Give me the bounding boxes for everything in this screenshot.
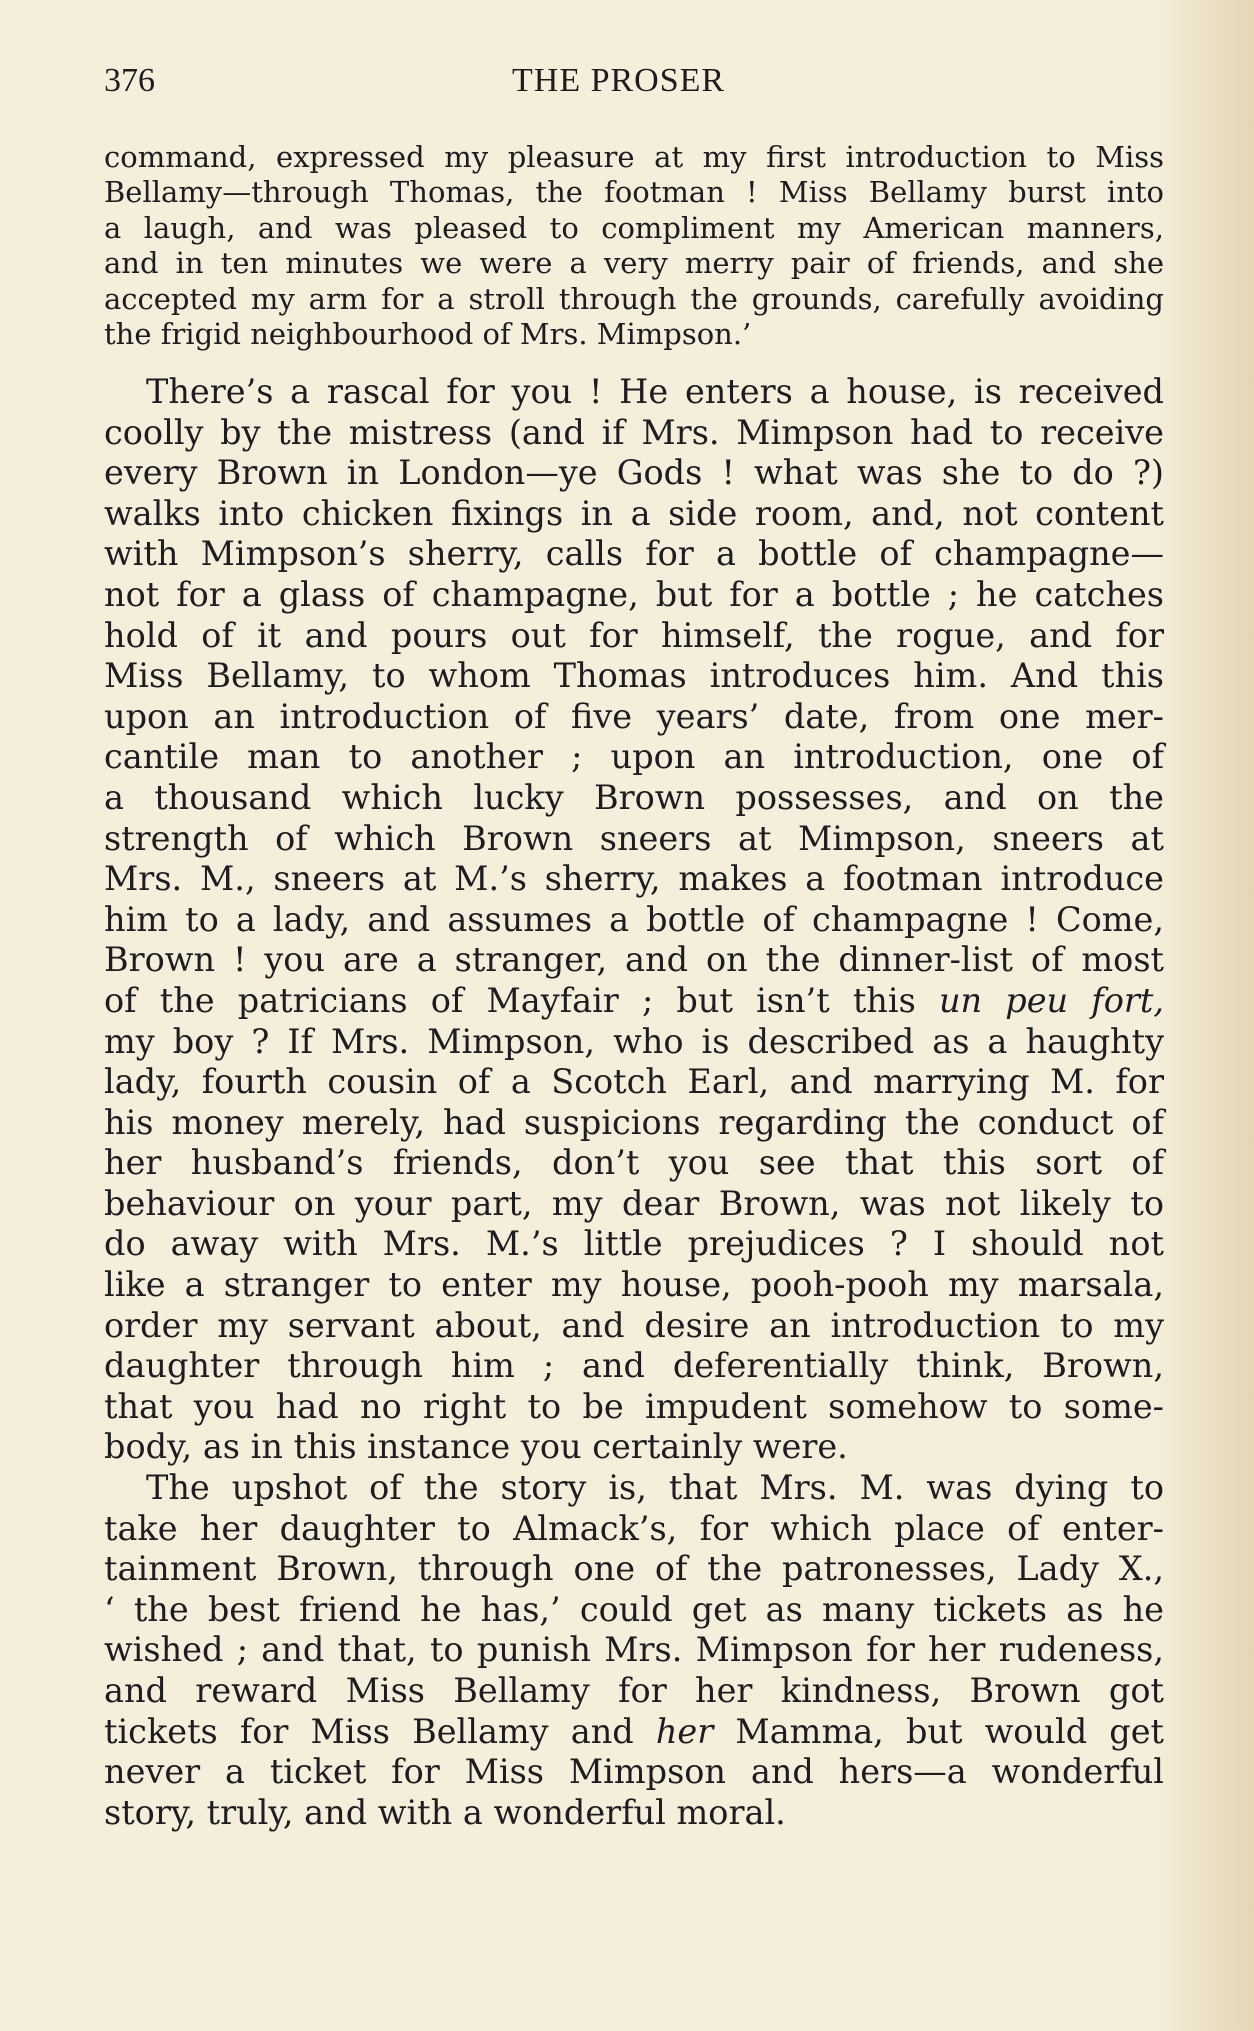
text-line: not for a glass of champagne, but for a bottle ; he catches: [104, 574, 1164, 614]
italic-word: her: [655, 1711, 714, 1751]
text-line: that you had no right to be impudent somehow to some-: [104, 1386, 1164, 1426]
italic-phrase: un peu fort,: [938, 980, 1164, 1020]
text-line: a thousand which lucky Brown possesses, and on the: [104, 777, 1164, 817]
text-line: never a ticket for Miss Mimpson and hers—a wonderful: [104, 1752, 1164, 1792]
page-header: [104, 62, 1164, 106]
text-line: behaviour on your part, my dear Brown, was not likely to: [104, 1183, 1164, 1223]
text-fragment: Mamma, but would get: [713, 1711, 1164, 1751]
text-fragment: of the patricians of Mayfair ; but isn’t this: [104, 980, 939, 1020]
text-line: There’s a rascal for you ! He enters a house, is received: [146, 372, 1164, 411]
text-line: with Mimpson’s sherry, calls for a bottle of champagne—: [104, 534, 1164, 574]
quoted-letter-excerpt: [104, 140, 1164, 352]
text-line: coolly by the mistress (and if Mrs. Mimpson had to receive: [104, 412, 1164, 452]
text-line: her husband’s friends, don’t you see that this sort of: [104, 1143, 1164, 1183]
paragraph-1: [104, 372, 1164, 1468]
text-line: Brown ! you are a stranger, and on the dinner-list of most: [104, 940, 1164, 980]
text-line: every Brown in London—ye Gods ! what was she to do ?): [104, 453, 1164, 493]
text-line: The upshot of the story is, that Mrs. M. was dying to: [146, 1468, 1164, 1508]
text-fragment: tickets for Miss Bellamy and: [104, 1711, 656, 1751]
paragraph-2: [104, 1468, 1164, 1833]
quote-line: command, expressed my pleasure at my first introduction to Miss: [104, 140, 1164, 174]
text-line: take her daughter to Almack’s, for which place of enter-: [104, 1508, 1164, 1548]
quote-line: accepted my arm for a stroll through the grounds, carefully avoiding: [104, 281, 1164, 316]
text-line: him to a lady, and assumes a bottle of champagne ! Come,: [104, 899, 1164, 939]
page-number: 376: [104, 62, 155, 99]
text-line: ‘ the best friend he has,’ could get as many tickets as he: [104, 1589, 1164, 1629]
quote-line: the frigid neighbourhood of Mrs. Mimpson.’: [104, 317, 752, 352]
running-head: THE PROSER: [512, 62, 726, 99]
text-line: lady, fourth cousin of a Scotch Earl, and marrying M. for: [104, 1062, 1164, 1102]
text-line: his money merely, had suspicions regarding the conduct of: [104, 1102, 1164, 1142]
text-line: strength of which Brown sneers at Mimpson, sneers at: [104, 818, 1164, 858]
text-line: upon an introduction of five years’ date, from one mer-: [104, 696, 1164, 736]
text-line: order my servant about, and desire an introduction to my: [104, 1305, 1164, 1345]
text-line: tainment Brown, through one of the patronesses, Lady X.,: [104, 1549, 1164, 1589]
text-line: [104, 981, 1164, 1022]
text-line: [104, 1712, 1164, 1753]
text-line: walks into chicken fixings in a side room, and, not content: [104, 493, 1164, 533]
quote-line: Bellamy—through Thomas, the footman ! Miss Bellamy burst into: [104, 175, 1164, 210]
text-line: hold of it and pours out for himself, the rogue, and for: [104, 615, 1164, 655]
text-line: my boy ? If Mrs. Mimpson, who is described as a haughty: [104, 1021, 1164, 1061]
text-line: like a stranger to enter my house, pooh-pooh my marsala,: [104, 1265, 1164, 1305]
text-line: and reward Miss Bellamy for her kindness, Brown got: [104, 1671, 1164, 1710]
text-line: story, truly, and with a wonderful moral.: [104, 1792, 786, 1832]
text-line: body, as in this instance you certainly were.: [104, 1427, 848, 1467]
quote-line: and in ten minutes we were a very merry pair of friends, and she: [104, 246, 1164, 281]
text-line: Miss Bellamy, to whom Thomas introduces him. And this: [104, 656, 1164, 696]
text-line: do away with Mrs. M.’s little prejudices ? I should not: [104, 1224, 1164, 1264]
quote-line: a laugh, and was pleased to compliment my American manners,: [104, 210, 1164, 245]
text-line: wished ; and that, to punish Mrs. Mimpson for her rudeness,: [104, 1630, 1164, 1670]
text-line: daughter through him ; and deferentially think, Brown,: [104, 1346, 1164, 1386]
text-line: Mrs. M., sneers at M.’s sherry, makes a footman introduce: [104, 859, 1164, 899]
body-text: [104, 372, 1164, 1833]
text-line: cantile man to another ; upon an introduction, one of: [104, 737, 1164, 777]
